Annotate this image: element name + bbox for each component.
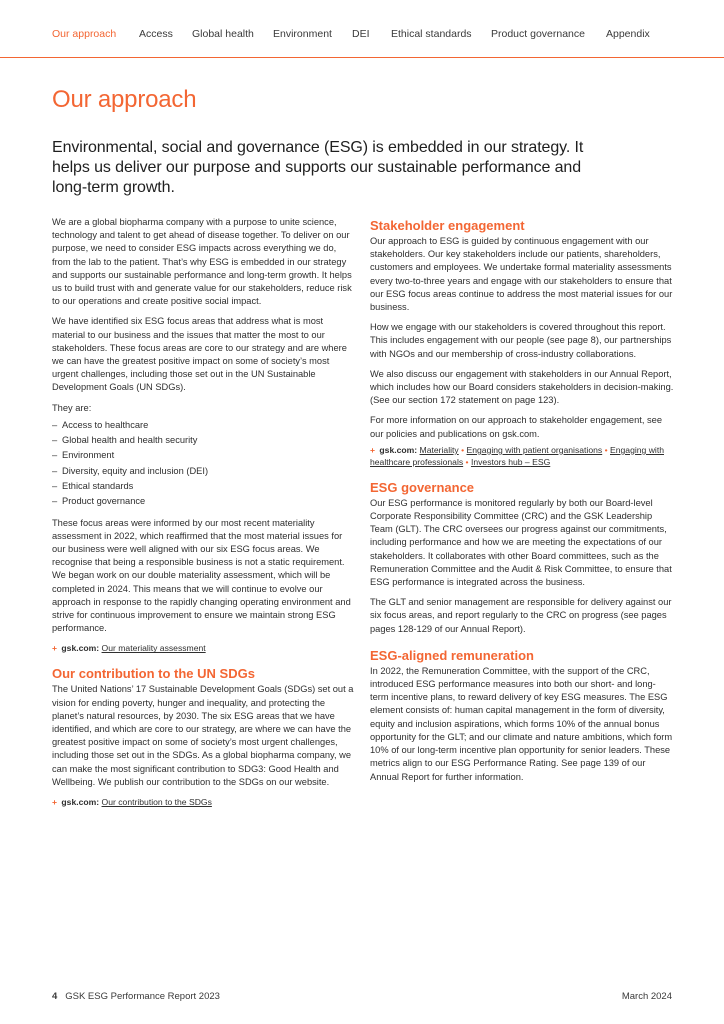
materiality-link[interactable]: Materiality (419, 444, 459, 455)
bullet-separator: • (461, 444, 465, 455)
bullet-separator: • (465, 456, 469, 467)
gsk-link-prefix: gsk.com: (379, 444, 418, 455)
plus-icon: + (52, 643, 58, 654)
nav-tab-ethical-standards[interactable]: Ethical standards (391, 28, 472, 40)
list-item: – Diversity, equity and inclusion (DEI) (52, 464, 356, 479)
nav-tab-our-approach[interactable]: Our approach (52, 28, 117, 40)
paragraph-governance: Our ESG performance is monitored regularly by both our Board-level Corporate Responsibility Committee (CRC) and the GSK Leadership Team (GLT). The CRC oversees our progress against our commitments, including performance and how we are meeting the expectations of our stakeholders. It collaborates with other Board committees, such as the Remuneration Committee and the Audit & Risk Committee, to ensure that ESG performance is integrated across the business. (370, 497, 672, 588)
footer-left (52, 991, 220, 1002)
paragraph-focus-areas: We have identified six ESG focus areas that address what is most material to our business and the issues that matter the most to our stakeholders. These focus areas are core to our strategy and are where we can have the greatest positive impact on some of society’s most urgent challenges, including those set out in the UN Sustainable Development Goals (UN SDGs). (52, 316, 347, 393)
sdg-link-line (52, 796, 356, 808)
heading-un-sdgs: Our contribution to the UN SDGs (52, 666, 255, 682)
paragraph-purpose: We are a global biopharma company with a purpose to unite science, technology and talent to get ahead of disease together. To deliver on our purpose, we need to consider ESG impacts across everything we do, from the lab to the patient. That’s why ESG is embedded in our strategy and supports our sustainable performance and long-term growth. It helps us to build trust with and generate value for our stakeholders, reduce risk to our operations and create positive social impact. (52, 217, 352, 307)
focus-area-list (52, 418, 356, 510)
paragraph-more-info: For more information on our approach to stakeholder engagement, see our policies and publications on gsk.com. (370, 415, 662, 439)
nav-tab-appendix[interactable]: Appendix (606, 28, 650, 40)
list-item: – Environment (52, 448, 356, 463)
sdg-contribution-link[interactable]: Our contribution to the SDGs (101, 797, 212, 808)
footer-date: March 2024 (621, 991, 672, 1002)
paragraph-annual-report: We also discuss our engagement with stakeholders in our Annual Report, which includes how our Board considers stakeholders in decision-making. (See our section 172 statement on page 123). (370, 368, 674, 406)
healthcare-professionals-link[interactable]: Engaging with healthcare professionals (370, 444, 664, 467)
paragraph-engagement-coverage: How we engage with our stakeholders is covered throughout this report. This includes engagement with our people (see page 8), our partnerships with NGOs and our membership of cross-industry collaborations. (370, 322, 672, 359)
left-column (52, 216, 356, 815)
materiality-assessment-link[interactable]: Our materiality assessment (101, 643, 206, 654)
nav-tab-environment[interactable]: Environment (273, 28, 332, 40)
heading-esg-governance: ESG governance (370, 479, 475, 495)
heading-stakeholder-engagement: Stakeholder engagement (370, 218, 525, 233)
list-item: – Ethical standards (52, 479, 356, 494)
plus-icon: + (52, 797, 58, 808)
investors-hub-link[interactable]: Investors hub – ESG (470, 456, 551, 467)
paragraph-glt: The GLT and senior management are responsible for delivery against our six focus areas, and report regularly to the CRC on progress (see pages pages 128-129 of our Annual Report). (370, 597, 672, 634)
paragraph-they-are: They are: (52, 402, 92, 413)
nav-tab-access[interactable]: Access (139, 28, 173, 40)
page-title: Our approach (52, 86, 197, 113)
right-column (370, 218, 674, 791)
list-item: – Access to healthcare (52, 418, 356, 433)
intro-statement: Environmental, social and governance (ESG) is embedded in our strategy. It helps us deliver our purpose and supports our sustainable performance and long-term growth. (52, 139, 584, 196)
paragraph-materiality: These focus areas were informed by our most recent materiality assessment in 2022, which reaffirmed that the most material issues for our business were well aligned with our six ESG focus areas. We recognise that being a responsible business is not a static requirement. We began work on our double materiality assessment, which will be completed in 2024. This means that we will continue to evolve our approach in response to the rapidly changing operating environment and strive for continuous improvement to ensure we maintain strong ESG performance. (52, 517, 351, 634)
nav-tab-dei[interactable]: DEI (352, 28, 370, 40)
list-item: – Global health and health security (52, 433, 356, 448)
page-number: 4 (52, 991, 58, 1002)
bullet-separator: • (604, 444, 608, 455)
paragraph-remuneration: In 2022, the Remuneration Committee, with the support of the CRC, introduced ESG performance measures into both our short- and long-term incentive plans, to reward delivery of key ESG measures. The ESG element consists of: human capital management in the form of diversity, equity and inclusion aspirations, which forms 10% of the annual bonus opportunity for the GLT; and our climate and nature ambitions, which form 10% of our long-term incentive plan opportunity for senior leaders. These metrics align to our ESG Performance Rating. See page 139 of our Annual Report for further information. (370, 665, 673, 782)
gsk-link-prefix: gsk.com: (61, 643, 100, 654)
stakeholder-links-line (370, 444, 674, 468)
plus-icon: + (370, 444, 376, 455)
report-title: GSK ESG Performance Report 2023 (65, 991, 220, 1002)
materiality-link-line (52, 642, 356, 654)
nav-tab-global-health[interactable]: Global health (192, 28, 254, 40)
list-item: – Product governance (52, 494, 356, 509)
paragraph-sdgs: The United Nations’ 17 Sustainable Development Goals (SDGs) set out a vision for ending poverty, hunger and inequality, and protecting the planet’s natural resources, by 2030. The six ESG areas that we have identified, and which are core to our strategy, are where we can have the greatest positive impact on some of society’s most urgent challenges, including those set out in the SDGs. As a global biopharma company, we can make the most significant contribution to SDG3: Good Health and Wellbeing. We publish our contribution to the SDGs on our website. (52, 684, 354, 787)
top-navigation (0, 0, 724, 58)
nav-tab-product-governance[interactable]: Product governance (491, 28, 585, 40)
gsk-link-prefix: gsk.com: (61, 797, 100, 808)
patient-organisations-link[interactable]: Engaging with patient organisations (466, 444, 603, 455)
paragraph-stakeholders: Our approach to ESG is guided by continuous engagement with our stakeholders. Our key stakeholders include our patients, shareholders, customers and employees. We undertake formal materiality assessments every two-to-three years and engage with our stakeholders to ensure that our ESG focus areas continue to address the most material issues for our business. (370, 236, 673, 313)
heading-esg-remuneration: ESG-aligned remuneration (370, 647, 534, 663)
